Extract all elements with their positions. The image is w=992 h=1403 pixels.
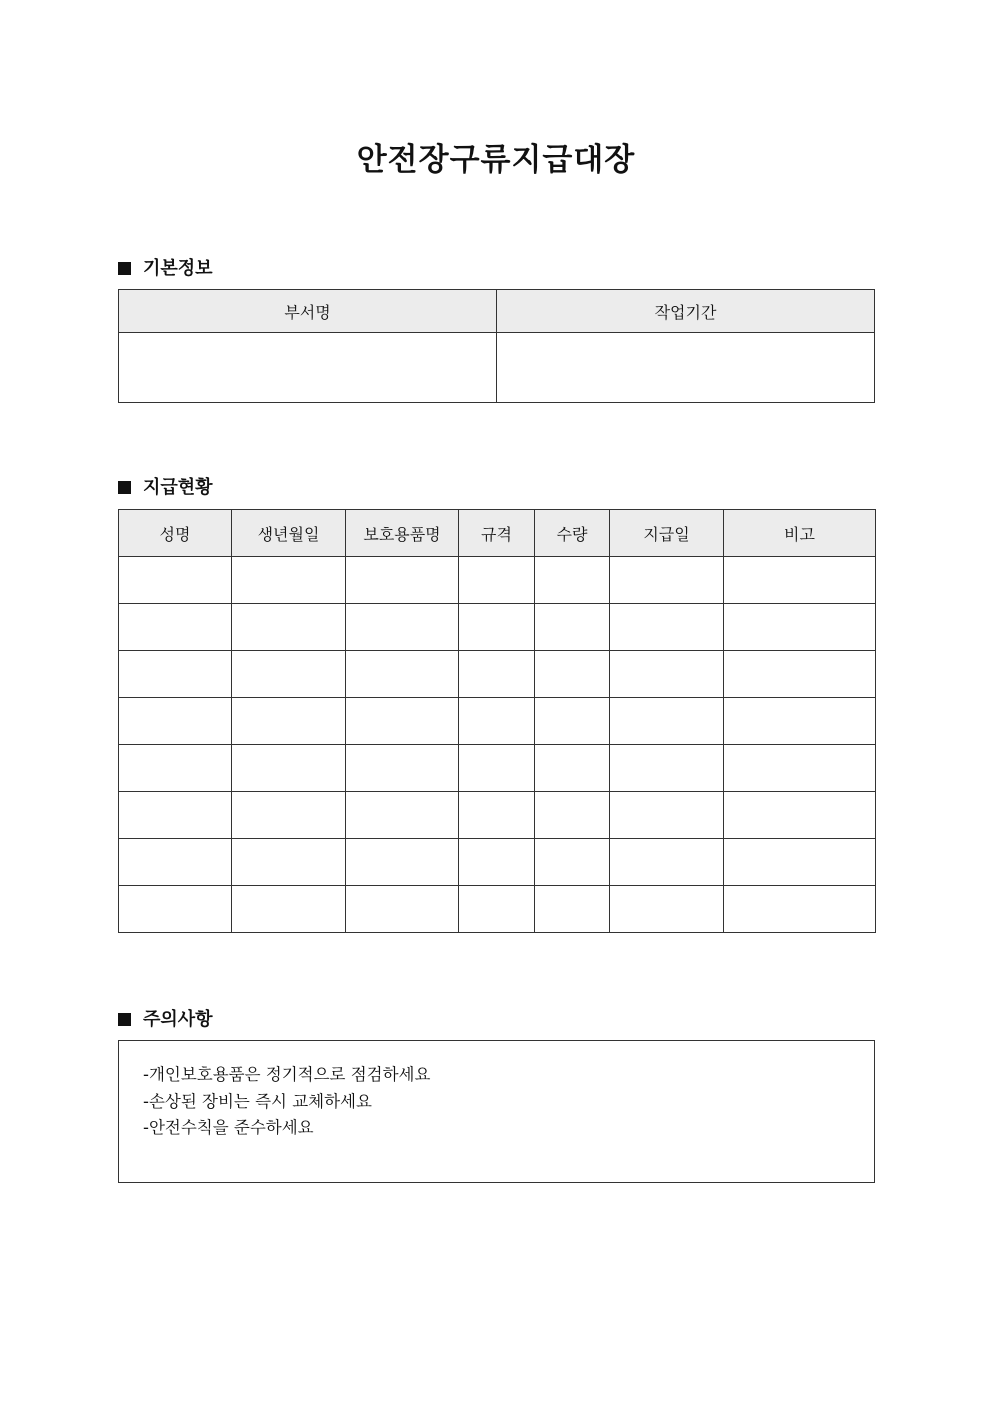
remarks-cell[interactable]: [724, 839, 876, 886]
issue-date-cell[interactable]: [610, 792, 724, 839]
header-department: 부서명: [119, 290, 497, 333]
square-bullet-icon: [118, 1013, 131, 1026]
note-line: -손상된 장비는 즉시 교체하세요: [143, 1092, 372, 1111]
birthdate-cell[interactable]: [232, 792, 346, 839]
header-work-period: 작업기간: [497, 290, 875, 333]
issue-status-table: [118, 509, 876, 933]
quantity-cell[interactable]: [535, 745, 610, 792]
issue-date-cell[interactable]: [610, 745, 724, 792]
page-title: 안전장구류지급대장: [356, 142, 636, 178]
issue-date-cell[interactable]: [610, 557, 724, 604]
header-spec: 규격: [459, 510, 535, 557]
table-row: [119, 839, 876, 886]
table-row: [119, 651, 876, 698]
header-issue-date: 지급일: [610, 510, 724, 557]
basic-info-table: [118, 289, 875, 403]
issue-date-cell[interactable]: [610, 651, 724, 698]
spec-cell[interactable]: [459, 839, 535, 886]
spec-cell[interactable]: [459, 651, 535, 698]
birthdate-cell[interactable]: [232, 651, 346, 698]
table-row: [119, 792, 876, 839]
section-heading-basic-info: [118, 254, 213, 280]
note-line: -개인보호용품은 정기적으로 점검하세요: [143, 1065, 431, 1084]
spec-cell[interactable]: [459, 792, 535, 839]
issue-date-cell[interactable]: [610, 604, 724, 651]
quantity-cell[interactable]: [535, 792, 610, 839]
equipment-name-cell[interactable]: [346, 557, 459, 604]
square-bullet-icon: [118, 481, 131, 494]
department-field[interactable]: [119, 333, 497, 403]
table-row: [119, 886, 876, 933]
note-line: -안전수칙을 준수하세요: [143, 1118, 314, 1137]
remarks-cell[interactable]: [724, 604, 876, 651]
spec-cell[interactable]: [459, 604, 535, 651]
header-name: 성명: [119, 510, 232, 557]
equipment-name-cell[interactable]: [346, 839, 459, 886]
birthdate-cell[interactable]: [232, 604, 346, 651]
square-bullet-icon: [118, 262, 131, 275]
spec-cell[interactable]: [459, 745, 535, 792]
header-birthdate: 생년월일: [232, 510, 346, 557]
name-cell[interactable]: [119, 604, 232, 651]
quantity-cell[interactable]: [535, 651, 610, 698]
issue-date-cell[interactable]: [610, 839, 724, 886]
remarks-cell[interactable]: [724, 886, 876, 933]
equipment-name-cell[interactable]: [346, 698, 459, 745]
issue-date-cell[interactable]: [610, 886, 724, 933]
birthdate-cell[interactable]: [232, 698, 346, 745]
name-cell[interactable]: [119, 698, 232, 745]
basic-info-value-row: [119, 333, 875, 403]
equipment-name-cell[interactable]: [346, 745, 459, 792]
table-row: [119, 604, 876, 651]
equipment-name-cell[interactable]: [346, 604, 459, 651]
section-heading-label: 주의사항: [143, 1009, 213, 1030]
equipment-name-cell[interactable]: [346, 886, 459, 933]
remarks-cell[interactable]: [724, 557, 876, 604]
birthdate-cell[interactable]: [232, 886, 346, 933]
name-cell[interactable]: [119, 651, 232, 698]
name-cell[interactable]: [119, 557, 232, 604]
work-period-field[interactable]: [497, 333, 875, 403]
issue-header-row: [119, 510, 876, 557]
table-row: [119, 698, 876, 745]
birthdate-cell[interactable]: [232, 745, 346, 792]
quantity-cell[interactable]: [535, 886, 610, 933]
notes-box: [118, 1040, 875, 1183]
equipment-name-cell[interactable]: [346, 792, 459, 839]
section-heading-issue-status: [118, 473, 213, 499]
spec-cell[interactable]: [459, 557, 535, 604]
header-equipment-name: 보호용품명: [346, 510, 459, 557]
table-row: [119, 745, 876, 792]
spec-cell[interactable]: [459, 698, 535, 745]
header-remarks: 비고: [724, 510, 876, 557]
birthdate-cell[interactable]: [232, 839, 346, 886]
name-cell[interactable]: [119, 792, 232, 839]
issue-rows: [119, 557, 876, 933]
section-heading-label: 기본정보: [143, 258, 213, 279]
section-heading-notes: [118, 1005, 213, 1031]
basic-info-header-row: [119, 290, 875, 333]
quantity-cell[interactable]: [535, 557, 610, 604]
spec-cell[interactable]: [459, 886, 535, 933]
remarks-cell[interactable]: [724, 792, 876, 839]
remarks-cell[interactable]: [724, 698, 876, 745]
name-cell[interactable]: [119, 886, 232, 933]
name-cell[interactable]: [119, 745, 232, 792]
remarks-cell[interactable]: [724, 745, 876, 792]
quantity-cell[interactable]: [535, 698, 610, 745]
name-cell[interactable]: [119, 839, 232, 886]
quantity-cell[interactable]: [535, 604, 610, 651]
table-row: [119, 557, 876, 604]
section-heading-label: 지급현황: [143, 477, 213, 498]
equipment-name-cell[interactable]: [346, 651, 459, 698]
header-quantity: 수량: [535, 510, 610, 557]
remarks-cell[interactable]: [724, 651, 876, 698]
birthdate-cell[interactable]: [232, 557, 346, 604]
issue-date-cell[interactable]: [610, 698, 724, 745]
quantity-cell[interactable]: [535, 839, 610, 886]
